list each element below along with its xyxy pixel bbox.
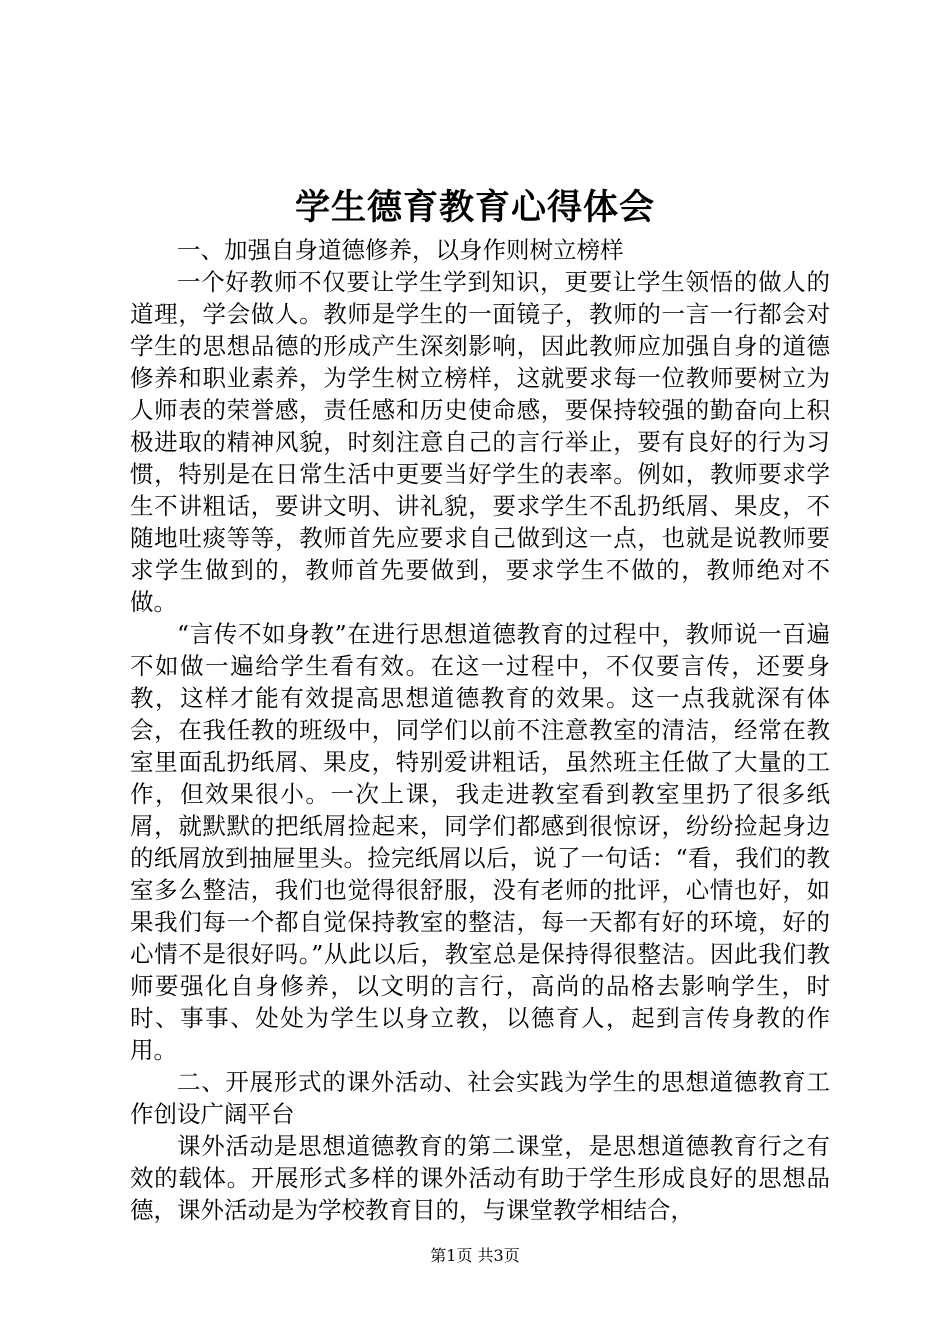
section-heading-2: 二、开展形式的课外活动、社会实践为学生的思想道德教育工作创设广阔平台 <box>130 1068 830 1128</box>
page-number-footer: 第1页 共3页 <box>430 1246 520 1265</box>
document-body <box>130 234 830 1226</box>
body-paragraph-1: 一个好教师不仅要让学生学到知识，更要让学生领悟的做人的道理，学会做人。教师是学生的一面镜子，教师的一言一行都会对学生的思想品德的形成产生深刻影响，因此教师应加强自身的道德修养和职业素养，为学生树立榜样，这就要求每一位教师要树立为人师表的荣誉感，责任感和历史使命感，要保持较强的勤奋向上积极进取的精神风貌，时刻注意自己的言行举止，要有良好的行为习惯，特别是在日常生活中更要当好学生的表率。例如，教师要求学生不讲粗话，要讲文明、讲礼貌，要求学生不乱扔纸屑、果皮，不随地吐痰等等，教师首先应要求自己做到这一点，也就是说教师要求学生做到的，教师首先要做到，要求学生不做的，教师绝对不做。 <box>130 268 830 616</box>
section-heading-1: 一、加强自身道德修养，以身作则树立榜样 <box>177 236 624 264</box>
document-title: 学生德育教育心得体会 <box>294 187 655 228</box>
body-paragraph-3: 课外活动是思想道德教育的第二课堂，是思想道德教育行之有效的载体。开展形式多样的课外活动有助于学生形成良好的思想品德，课外活动是为学校教育目的，与课堂教学相结合， <box>130 1132 830 1224</box>
body-paragraph-2: “言传不如身教”在进行思想道德教育的过程中，教师说一百遍不如做一遍给学生看有效。在这一过程中，不仅要言传，还要身教，这样才能有效提高思想道德教育的效果。这一点我就深有体会，在我任教的班级中，同学们以前不注意教室的清洁，经常在教室里面乱扔纸屑、果皮，特别爱讲粗话，虽然班主任做了大量的工作，但效果很小。一次上课，我走进教室看到教室里扔了很多纸屑，就默默的把纸屑捡起来，同学们都感到很惊讶，纷纷捡起身边的纸屑放到抽屉里头。捡完纸屑以后，说了一句话：“看，我们的教室多么整洁，我们也觉得很舒服，没有老师的批评，心情也好，如果我们每一个都自觉保持教室的整洁，每一天都有好的环境，好的心情不是很好吗。”从此以后，教室总是保持得很整洁。因此我们教师要强化自身修养，以文明的言行，高尚的品格去影响学生，时时、事事、处处为学生以身立教，以德育人，起到言传身教的作用。 <box>130 620 830 1064</box>
